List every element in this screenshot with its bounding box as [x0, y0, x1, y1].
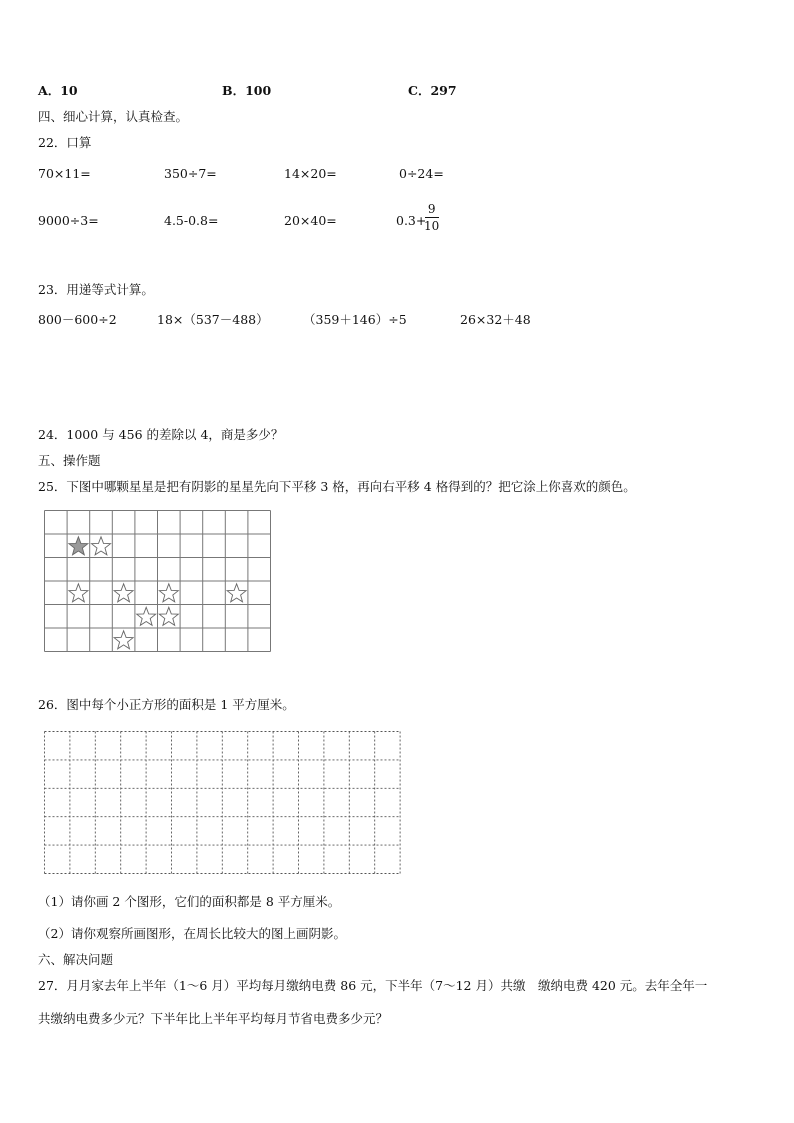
- q22-item: 70×11=: [38, 166, 91, 181]
- star-icon: [114, 584, 133, 602]
- star-icon: [69, 584, 88, 602]
- q22-item: 14×20=: [284, 166, 337, 181]
- q26-sub2: （2）请你观察所画图形，在周长比较大的图上画阴影。: [38, 926, 346, 941]
- star-icon: [227, 584, 246, 602]
- q23-item: 18×（537－488）: [157, 312, 269, 327]
- star-grid: [44, 510, 272, 652]
- q22-item: 0÷24=: [399, 166, 444, 181]
- shaded-star-icon: [69, 537, 88, 555]
- q26-text: 26．图中每个小正方形的面积是 1 平方厘米。: [38, 697, 295, 712]
- q22-item: 350÷7=: [164, 166, 217, 181]
- section4-title: 四、细心计算，认真检查。: [38, 109, 189, 124]
- q22-fraction-prefix: 0.3+: [396, 213, 427, 228]
- star-icon: [159, 607, 178, 625]
- q22-title: 22．口算: [38, 135, 92, 150]
- fraction-denominator: 10: [424, 219, 440, 233]
- q23-item: （359＋146）÷5: [303, 312, 407, 327]
- q25-text: 25．下图中哪颗星星是把有阴影的星星先向下平移 3 格，再向右平移 4 格得到的？把它涂上你喜欢的颜色。: [38, 479, 636, 494]
- q22-fraction: [424, 203, 439, 232]
- fraction-numerator: 9: [427, 202, 436, 216]
- q24-text: 24．1000 与 456 的差除以 4，商是多少？: [38, 427, 284, 442]
- q22-item: 9000÷3=: [38, 213, 99, 228]
- q22-item: 4.5-0.8=: [164, 213, 219, 228]
- q22-item: 20×40=: [284, 213, 337, 228]
- q26-sub1: （1）请你画 2 个图形，它们的面积都是 8 平方厘米。: [38, 894, 341, 909]
- star-icon: [137, 607, 156, 625]
- option-b: B．100: [222, 83, 272, 98]
- section5-title: 五、操作题: [38, 453, 101, 468]
- q23-title: 23．用递等式计算。: [38, 282, 154, 297]
- star-icon: [159, 584, 178, 602]
- q23-item: 800－600÷2: [38, 312, 117, 327]
- section6-title: 六、解决问题: [38, 952, 114, 967]
- q23-item: 26×32＋48: [460, 312, 531, 327]
- q27-line1: 27．月月家去年上半年（1～6 月）平均每月缴纳电费 86 元，下半年（7～12 月）共缴 缴纳电费 420 元。去年全年一: [38, 978, 708, 993]
- q27-line2: 共缴纳电费多少元？下半年比上半年平均每月节省电费多少元？: [38, 1011, 389, 1026]
- option-a: A．10: [38, 83, 78, 98]
- star-icon: [114, 631, 133, 649]
- star-icon: [92, 537, 111, 555]
- dashed-square-grid: [44, 731, 402, 875]
- option-c: C．297: [408, 83, 457, 98]
